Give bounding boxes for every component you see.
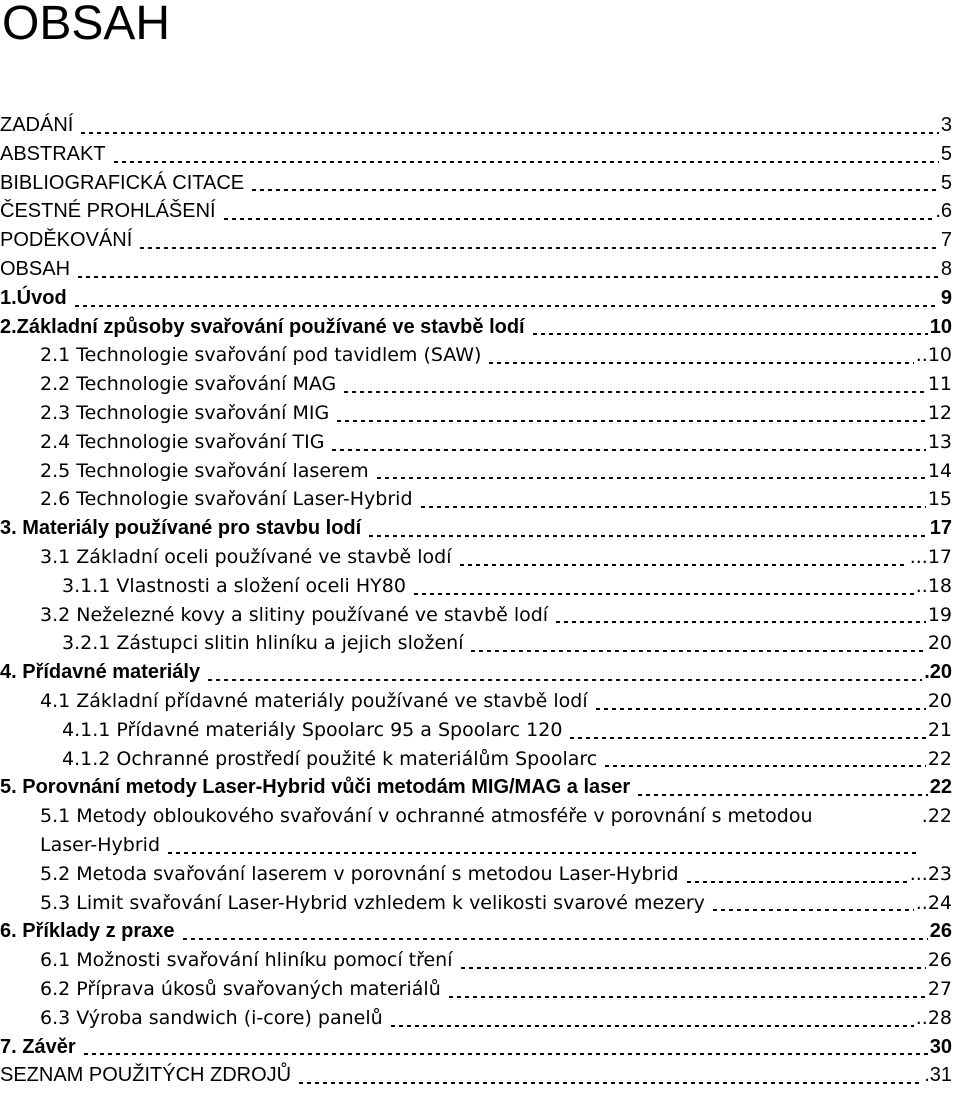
toc-dot-leader xyxy=(487,362,913,364)
toc-dot-leader xyxy=(568,737,925,739)
toc-entry-page-number: .31 xyxy=(924,1064,952,1087)
toc-entry-page-number: ..28 xyxy=(915,1006,952,1029)
toc-dot-leader xyxy=(330,449,925,451)
toc-entry-title: 4.1 Základní přídavné materiály používané ve stavbě lodí xyxy=(40,689,588,712)
toc-entry-title: 6. Příklady z praxe xyxy=(0,920,175,943)
toc-dot-leader xyxy=(73,305,939,307)
toc-entry-page-number: 14 xyxy=(927,459,952,482)
toc-entry[interactable] xyxy=(0,428,956,457)
toc-entry[interactable] xyxy=(0,399,956,428)
toc-entry-page-number: 5 xyxy=(940,171,952,194)
toc-entry-title: 3.2.1 Zástupci slitin hliníku a jejich složení xyxy=(62,632,464,655)
toc-dot-leader xyxy=(636,794,928,796)
toc-entry[interactable] xyxy=(0,601,956,630)
toc-entry[interactable] xyxy=(0,716,956,745)
page-title: OBSAH xyxy=(2,0,171,50)
toc-entry-title: 2.Základní způsoby svařování používané ve stavbě lodí xyxy=(0,315,525,338)
toc-entry-title: ČESTNÉ PROHLÁŠENÍ xyxy=(0,200,216,223)
toc-entry[interactable] xyxy=(0,226,956,255)
toc-dot-leader xyxy=(419,506,926,508)
toc-entry-title: SEZNAM POUŽITÝCH ZDROJŮ xyxy=(0,1064,292,1087)
toc-entry-page-number: 19 xyxy=(927,603,952,626)
toc-entry[interactable] xyxy=(0,111,956,140)
toc-entry[interactable] xyxy=(0,802,956,860)
toc-entry-title: 3. Materiály používané pro stavbu lodí xyxy=(0,517,362,540)
toc-entry[interactable] xyxy=(0,773,956,802)
toc-dot-leader xyxy=(82,1053,928,1055)
toc-entry-page-number: ...23 xyxy=(909,862,952,885)
toc-entry-title: 3.1 Základní oceli používané ve stavbě lodí xyxy=(40,545,452,568)
toc-entry[interactable] xyxy=(0,1004,956,1033)
toc-entry-page-number: .6 xyxy=(935,200,952,223)
toc-entry-page-number: 21 xyxy=(927,718,952,741)
toc-entry-title: 6.2 Příprava úkosů svařovaných materiálů xyxy=(40,977,441,1000)
toc-entry-title: 2.6 Technologie svařování Laser-Hybrid xyxy=(40,488,413,511)
toc-dot-leader xyxy=(389,1025,914,1027)
toc-entry-page-number: 15 xyxy=(927,488,952,511)
toc-entry-page-number: 26 xyxy=(927,949,952,972)
toc-entry-title: 5.3 Limit svařování Laser-Hybrid vzhledem k velikosti svarové mezery xyxy=(40,891,705,914)
toc-entry-title: 5. Porovnání metody Laser-Hybrid vůči metodám MIG/MAG a laser xyxy=(0,776,631,799)
toc-entry[interactable] xyxy=(0,572,956,601)
toc-entry[interactable] xyxy=(0,457,956,486)
toc-entry-page-number: 22 xyxy=(929,776,952,799)
toc-entry-page-number: 17 xyxy=(929,517,952,540)
toc-entry-page-number: 13 xyxy=(927,430,952,453)
toc-dot-leader xyxy=(603,765,926,767)
toc-entry-title: PODĚKOVÁNÍ xyxy=(0,229,133,252)
toc-entry-page-number: 5 xyxy=(940,142,952,165)
toc-entry-title: 2.4 Technologie svařování TIG xyxy=(40,430,325,453)
toc-entry-page-number: ..18 xyxy=(915,574,952,597)
toc-dot-leader xyxy=(554,621,926,623)
toc-entry[interactable] xyxy=(0,197,956,226)
toc-entry-title: 2.5 Technologie svařování laserem xyxy=(40,459,369,482)
toc-entry[interactable] xyxy=(0,255,956,284)
toc-dot-leader xyxy=(335,420,926,422)
toc-entry-title: 4.1.2 Ochranné prostředí použité k materiálům Spoolarc xyxy=(62,747,598,770)
toc-dot-leader xyxy=(594,708,926,710)
toc-entry-title: 1.Úvod xyxy=(0,286,67,309)
toc-dot-leader xyxy=(76,276,939,278)
toc-entry-page-number: .22 xyxy=(921,805,952,828)
toc-dot-leader xyxy=(458,564,908,566)
toc-entry[interactable] xyxy=(0,1061,956,1090)
toc-entry-page-number: ...17 xyxy=(909,545,952,568)
toc-entry-page-number: 12 xyxy=(927,401,952,424)
toc-dot-leader xyxy=(685,881,908,883)
toc-entry-title: 2.3 Technologie svařování MIG xyxy=(40,401,330,424)
toc-entry-title: 6.3 Výroba sandwich (i-core) panelů xyxy=(40,1006,383,1029)
toc-dot-leader xyxy=(112,161,939,163)
toc-dot-leader xyxy=(469,650,925,652)
toc-dot-leader xyxy=(206,679,922,681)
toc-entry-page-number: 30 xyxy=(929,1035,952,1058)
toc-entry-page-number: ..24 xyxy=(915,891,952,914)
toc-entry-title: 4.1.1 Přídavné materiály Spoolarc 95 a Spoolarc 120 xyxy=(62,718,563,741)
toc-dot-leader xyxy=(531,333,928,335)
toc-entry-title: BIBLIOGRAFICKÁ CITACE xyxy=(0,171,245,194)
toc-entry-page-number: 22 xyxy=(927,747,952,770)
toc-dot-leader xyxy=(711,909,914,911)
toc-entry-page-number: 27 xyxy=(927,977,952,1000)
toc-entry[interactable] xyxy=(0,658,956,687)
toc-entry-title: 4. Přídavné materiály xyxy=(0,661,201,684)
toc-entry-page-number: 7 xyxy=(940,229,952,252)
toc-entry[interactable] xyxy=(0,370,956,399)
toc-entry-page-number: 20 xyxy=(927,689,952,712)
toc-entry-title: 6.1 Možnosti svařování hliníku pomocí tření xyxy=(40,949,453,972)
toc-dot-leader xyxy=(79,132,939,134)
toc-entry[interactable] xyxy=(0,917,956,946)
toc-entry-page-number: 10 xyxy=(929,315,952,338)
toc-entry-page-number: 8 xyxy=(940,257,952,280)
toc-entry-title: OBSAH xyxy=(0,257,71,280)
toc-entry-title: 3.2 Neželezné kovy a slitiny používané ve stavbě lodí xyxy=(40,603,549,626)
toc-entry-page-number: 26 xyxy=(929,920,952,943)
toc-dot-leader xyxy=(412,593,914,595)
toc-entry-page-number: 9 xyxy=(940,286,952,309)
toc-entry[interactable] xyxy=(0,284,956,313)
toc-entry-page-number: 3 xyxy=(940,114,952,136)
toc-entry[interactable] xyxy=(0,543,956,572)
toc-dot-leader xyxy=(138,247,939,249)
toc-entry[interactable] xyxy=(0,687,956,716)
toc-entry[interactable] xyxy=(0,485,956,514)
toc-entry[interactable] xyxy=(0,514,956,543)
toc-entry[interactable] xyxy=(0,889,956,918)
toc-entry[interactable] xyxy=(0,860,956,889)
table-of-contents xyxy=(0,111,956,1090)
toc-entry[interactable] xyxy=(0,946,956,975)
toc-dot-leader xyxy=(250,189,939,191)
toc-entry-title: 2.1 Technologie svařování pod tavidlem (SAW) xyxy=(40,344,482,367)
toc-entry[interactable] xyxy=(0,169,956,198)
toc-entry-page-number: 20 xyxy=(927,632,952,655)
toc-entry-title: 7. Závěr xyxy=(0,1035,76,1058)
toc-entry-page-number: .20 xyxy=(924,661,952,684)
toc-entry[interactable] xyxy=(0,313,956,342)
toc-entry-title: 5.2 Metoda svařování laserem v porovnání s metodou Laser-Hybrid xyxy=(40,862,679,885)
toc-entry[interactable] xyxy=(0,629,956,658)
toc-entry[interactable] xyxy=(0,341,956,370)
toc-entry-title: ZADÁNÍ xyxy=(0,114,74,136)
toc-entry[interactable] xyxy=(0,140,956,169)
toc-entry-title: 2.2 Technologie svařování MAG xyxy=(40,373,337,396)
toc-dot-leader xyxy=(342,391,926,393)
toc-entry[interactable] xyxy=(0,1033,956,1062)
toc-entry-title: 5.1 Metody obloukového svařování v ochranné atmosféře v porovnání s metodou Laser-Hybrid xyxy=(40,805,813,856)
toc-entry-page-number: 11 xyxy=(927,373,952,396)
toc-dot-leader xyxy=(297,1082,922,1084)
toc-dot-leader xyxy=(459,967,926,969)
toc-dot-leader xyxy=(166,852,920,854)
toc-dot-leader xyxy=(375,477,926,479)
toc-entry-title: ABSTRAKT xyxy=(0,142,106,165)
toc-dot-leader xyxy=(222,218,934,220)
toc-entry[interactable] xyxy=(0,975,956,1004)
toc-dot-leader xyxy=(181,938,928,940)
toc-dot-leader xyxy=(447,996,926,998)
toc-dot-leader xyxy=(367,535,928,537)
toc-entry-page-number: ..10 xyxy=(915,344,952,367)
toc-entry[interactable] xyxy=(0,745,956,774)
toc-entry-title: 3.1.1 Vlastnosti a složení oceli HY80 xyxy=(62,574,406,597)
